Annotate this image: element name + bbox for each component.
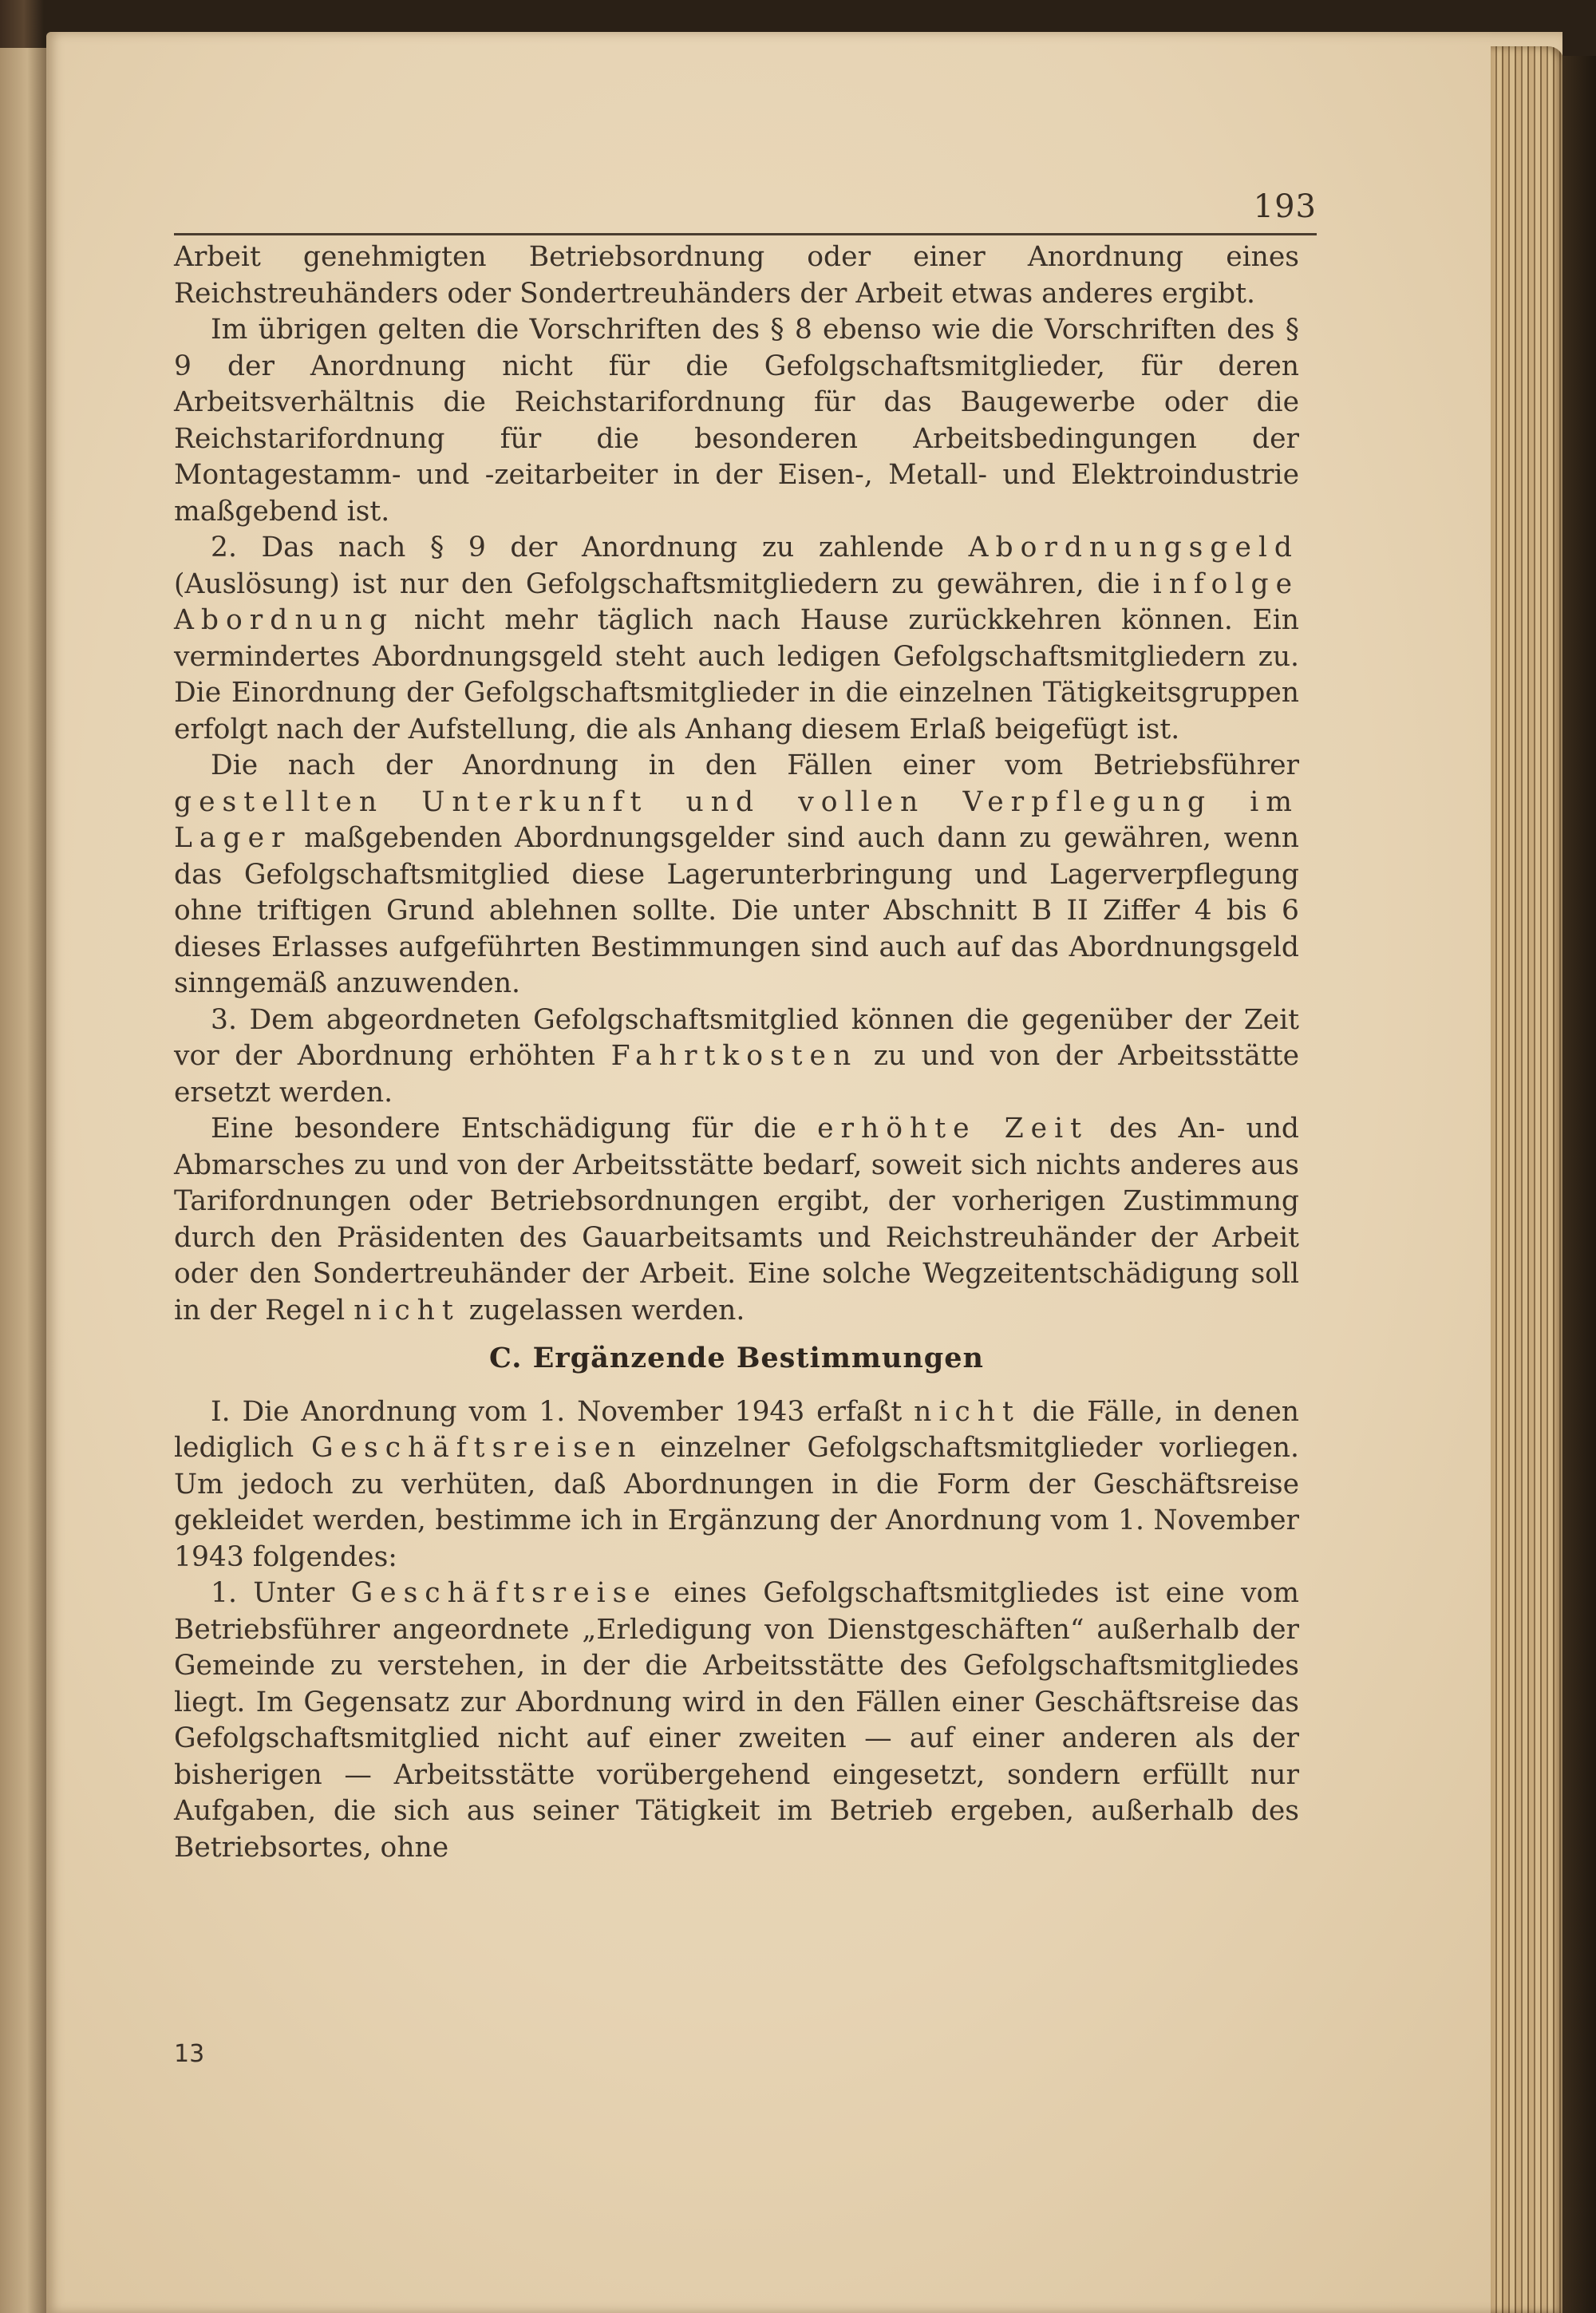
paragraph-lager [174,748,1299,1002]
facing-page-edge [0,48,49,2313]
page-number: 193 [1253,188,1317,225]
page-edges-shadow [1562,56,1596,2313]
text-run: nicht mehr täglich nach Hause zurückkehren können. Ein vermindertes Abordnungsgeld steht auch ledigen Gefolgschaftsmitgliedern zu. Die Einordnung der Gefolgschaftsmitglieder in die einzelnen Tätigkeitsgruppen erfolgt nach der Aufstellung, die als Anhang diesem Erlaß beigefügt ist. [174,604,1299,745]
paragraph-geschaeftsreise [174,1576,1299,1866]
paragraph-continuation: Arbeit genehmigten Betriebsordnung oder einer Anordnung eines Reichstreuhänders oder Sondertreuhänders der Arbeit etwas anderes ergibt. [174,241,1299,310]
paragraph-anordnung-november [174,1394,1299,1576]
text-run: 3. Dem abgeordneten Gefolgschaftsmitglied können die gegenüber der Zeit vor der Abordnung erhöhten [174,1003,1299,1072]
emphasis-erhoehte-zeit: erhöhte Zeit [817,1113,1088,1145]
emphasis-unterkunft-verpflegung: gestellten Unterkunft und vollen Verpflegung im Lager [174,785,1299,854]
page-edges [1491,46,1564,2313]
text-run: 2. Das nach § 9 der Anordnung zu zahlende [211,532,969,563]
text-run: die Fälle, in denen lediglich [174,1395,1299,1464]
section-heading-c: C. Ergänzende Bestimmungen [488,1342,984,1374]
text-run: I. Die Anordnung vom 1. November 1943 erfaßt [211,1395,915,1428]
emphasis-infolge-abordnung: infolge Abordnung [174,567,1299,636]
paragraph-abordnungsgeld [174,530,1299,748]
emphasis-geschaeftsreisen: Geschäftsreisen [311,1432,643,1464]
header-rule [174,233,1317,235]
emphasis-nicht: nicht [354,1294,460,1327]
text-run: des An- und Abmarsches zu und von der Arbeitsstätte bedarf, soweit sich nichts anderes aus Tarifordnungen oder Betriebsordnungen ergibt, der vorherigen Zustimmung durch den Präsidenten des Gauarbeitsamts und Reichstreuhänder der Arbeit oder den Sondertreuhänder der Arbeit. Eine solche Wegzeitentschädigung soll in der Regel [174,1113,1300,1327]
emphasis-fahrtkosten: Fahrtkosten [610,1040,859,1072]
emphasis-nicht: nicht [914,1395,1021,1428]
text-run: Eine besondere Entschädigung für die [211,1113,818,1145]
text-run: 1. Unter [211,1577,351,1609]
text-run: zugelassen werden. [460,1294,745,1327]
text-run: Die nach der Anordnung in den Fällen einer vom Betriebsführer [211,749,1299,781]
text-run: maßgebenden Abordnungsgelder sind auch dann zu gewähren, wenn das Gefolgschaftsmitglied diese Lagerunterbringung und Lagerverpflegung ohne triftigen Grund ablehnen sollte. Die unter Abschnitt B II Ziffer 4 bis 6 dieses Erlasses aufgeführten Bestimmungen sind auch auf das Abordnungsgeld sinngemäß anzuwenden. [174,822,1299,999]
text-run: eines Gefolgschaftsmitgliedes ist eine vom Betriebsführer angeordnete „Erledigung von Dienstgeschäften“ außerhalb der Gemeinde zu verstehen, in der die Arbeitsstätte des Gefolgschaftsmitgliedes liegt. Im Gegensatz zur Abordnung wird in den Fällen einer Geschäftsreise das Gefolgschaftsmitglied nicht auf einer zweiten — auf einer anderen als der bisherigen — Arbeitsstätte vorübergehend eingesetzt, sondern erfüllt nur Aufgaben, die sich aus seiner Tätigkeit im Betrieb ergeben, außerhalb des Betriebsortes, ohne [174,1577,1299,1864]
text-run: zu und von der Arbeitsstätte ersetzt werden. [174,1040,1299,1109]
emphasis-geschaeftsreise: Geschäftsreise [350,1577,658,1609]
emphasis-abordnungsgeld: Abordnungsgeld [968,532,1299,563]
paragraph-fahrtkosten [174,1002,1299,1112]
body-text [174,239,1299,1866]
text-run: einzelner Gefolgschaftsmitglieder vorliegen. Um jedoch zu verhüten, daß Abordnungen in die Form der Geschäftsreise gekleidet werden, bestimme ich in Ergänzung der Anordnung vom 1. November 1943 folgendes: [174,1432,1299,1573]
text-run: (Auslösung) ist nur den Gefolgschaftsmitgliedern zu gewähren, die [174,567,1153,600]
paragraph-im-uebrigen: Im übrigen gelten die Vorschriften des § 8 ebenso wie die Vorschriften des § 9 der Anordnung nicht für die Gefolgschaftsmitglieder, für deren Arbeitsverhältnis die Reichstarifordnung für das Baugewerbe oder die Reichstarifordnung für die besonderen Arbeitsbedingungen der Montagestamm- und -zeitarbeiter in der Eisen-, Metall- und Elektroindustrie maßgebend ist. [174,314,1299,528]
paragraph-wegzeit [174,1111,1299,1329]
signature-mark: 13 [174,2040,205,2068]
